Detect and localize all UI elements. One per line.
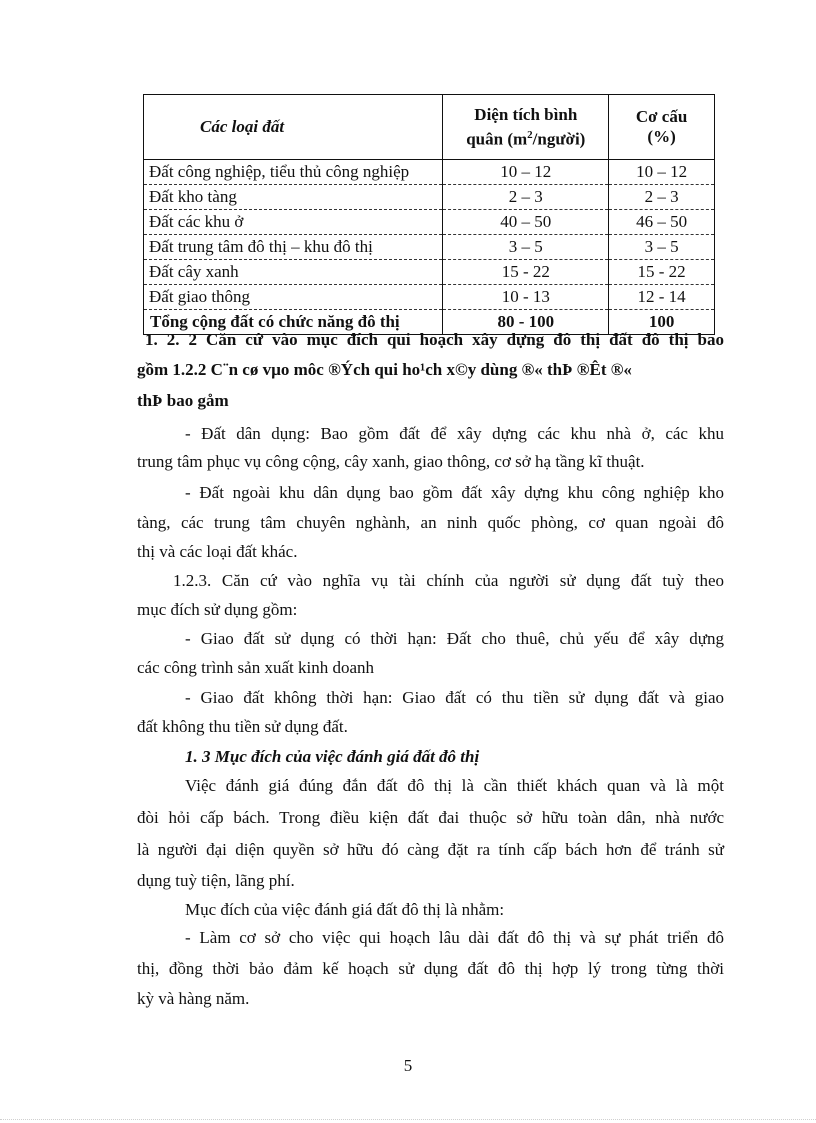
land-use-table xyxy=(143,94,715,335)
section-1-2-2-heading-line2: gồm 1.2.2 C¨n cø vµo môc ®Ých qui ho¹ch x©y dùng ®« thÞ ®Êt ®« xyxy=(137,360,632,379)
paragraph-term-lease-line1: - Giao đất sử dụng có thời hạn: Đất cho thuê, chủ yếu để xây dựng xyxy=(185,629,724,648)
paragraph-purpose-line2: thị, đồng thời bảo đảm kế hoạch sử dụng đất đô thị hợp lý trong từng thời xyxy=(137,959,724,978)
paragraph-residential-line1: - Đất dân dụng: Bao gồm đất để xây dựng các khu nhà ở, các khu xyxy=(185,424,724,443)
row-area: 40 – 50 xyxy=(443,210,609,235)
row-area: 10 – 12 xyxy=(443,160,609,185)
row-area: 10 - 13 xyxy=(443,285,609,310)
header-area-line2-post: /người) xyxy=(532,129,586,149)
total-label: Tổng cộng đất có chức năng đô thị xyxy=(144,310,443,335)
row-share: 3 – 5 xyxy=(609,235,715,260)
row-share: 2 – 3 xyxy=(609,185,715,210)
table-row xyxy=(144,235,715,260)
paragraph-permanent-line2: đất không thu tiền sử dụng đất. xyxy=(137,717,348,736)
table-row xyxy=(144,185,715,210)
table-row xyxy=(144,260,715,285)
header-land-type: Các loại đất xyxy=(144,95,443,160)
row-share: 15 - 22 xyxy=(609,260,715,285)
paragraph-term-lease-line2: các công trình sản xuất kinh doanh xyxy=(137,658,374,677)
row-land-type: Đất trung tâm đô thị – khu đô thị xyxy=(144,235,443,260)
row-land-type: Đất cây xanh xyxy=(144,260,443,285)
section-1-2-3-line2: mục đích sử dụng gồm: xyxy=(137,600,298,619)
table-row xyxy=(144,160,715,185)
table-header-row xyxy=(144,95,715,160)
section-1-3-heading: 1. 3 Mục đích của việc đánh giá đất đô thị xyxy=(185,747,480,766)
page-number: 5 xyxy=(403,1056,413,1075)
paragraph-evaluation-line3: là người đại diện quyền sở hữu đó càng đặt ra tính cấp bách hơn để tránh sử xyxy=(137,840,724,859)
paragraph-evaluation-line2: đòi hỏi cấp bách. Trong điều kiện đất đai thuộc sở hữu toàn dân, nhà nước xyxy=(137,808,724,827)
row-share: 10 – 12 xyxy=(609,160,715,185)
row-land-type: Đất kho tàng xyxy=(144,185,443,210)
header-structure xyxy=(609,95,715,160)
row-land-type: Đất các khu ở xyxy=(144,210,443,235)
row-area: 15 - 22 xyxy=(443,260,609,285)
page-bottom-divider xyxy=(0,1119,816,1120)
paragraph-residential-line2: trung tâm phục vụ công cộng, cây xanh, giao thông, cơ sở hạ tầng kĩ thuật. xyxy=(137,452,645,471)
paragraph-non-residential-line3: thị và các loại đất khác. xyxy=(137,542,298,561)
section-1-2-2-heading-line1: 1. 2. 2 Căn cứ vào mục đích qui hoạch xây dựng đô thị đất đô thị bao xyxy=(145,330,724,349)
header-area-superscript: 2 xyxy=(527,128,533,141)
total-share: 100 xyxy=(609,310,715,335)
paragraph-non-residential-line2: tàng, các trung tâm chuyên nghành, an ninh quốc phòng, cơ quan ngoài đô xyxy=(137,513,724,532)
table-row xyxy=(144,285,715,310)
row-land-type: Đất giao thông xyxy=(144,285,443,310)
header-structure-line1: Cơ cấu xyxy=(635,107,688,126)
paragraph-evaluation-line1: Việc đánh giá đúng đắn đất đô thị là cần thiết khách quan và là một xyxy=(185,776,724,795)
table-row xyxy=(144,210,715,235)
row-area: 2 – 3 xyxy=(443,185,609,210)
row-area: 3 – 5 xyxy=(443,235,609,260)
row-land-type: Đất công nghiệp, tiểu thủ công nghiệp xyxy=(144,160,443,185)
paragraph-non-residential-line1: - Đất ngoài khu dân dụng bao gồm đất xây dựng khu công nghiệp kho xyxy=(185,483,724,502)
row-share: 46 – 50 xyxy=(609,210,715,235)
header-average-area xyxy=(443,95,609,160)
paragraph-purpose-line3: kỳ và hàng năm. xyxy=(137,989,250,1008)
header-area-line1: Diện tích bình xyxy=(474,104,578,124)
paragraph-permanent-line1: - Giao đất không thời hạn: Giao đất có thu tiền sử dụng đất và giao xyxy=(185,688,724,707)
total-area: 80 - 100 xyxy=(443,310,609,335)
row-share: 12 - 14 xyxy=(609,285,715,310)
paragraph-evaluation-line4: dụng tuỳ tiện, lãng phí. xyxy=(137,871,295,890)
header-structure-line2: (%) xyxy=(647,127,676,146)
paragraph-purpose-line1: - Làm cơ sở cho việc qui hoạch lâu dài đất đô thị và sự phát triển đô xyxy=(185,928,724,947)
section-1-2-3-line1: 1.2.3. Căn cứ vào nghĩa vụ tài chính của người sử dụng đất tuỳ theo xyxy=(173,571,724,590)
section-1-2-2-heading-line3: thÞ bao gåm xyxy=(137,391,229,410)
header-area-line2-pre: quân (m xyxy=(466,129,528,149)
paragraph-purpose-intro: Mục đích của việc đánh giá đất đô thị là nhằm: xyxy=(185,900,505,919)
